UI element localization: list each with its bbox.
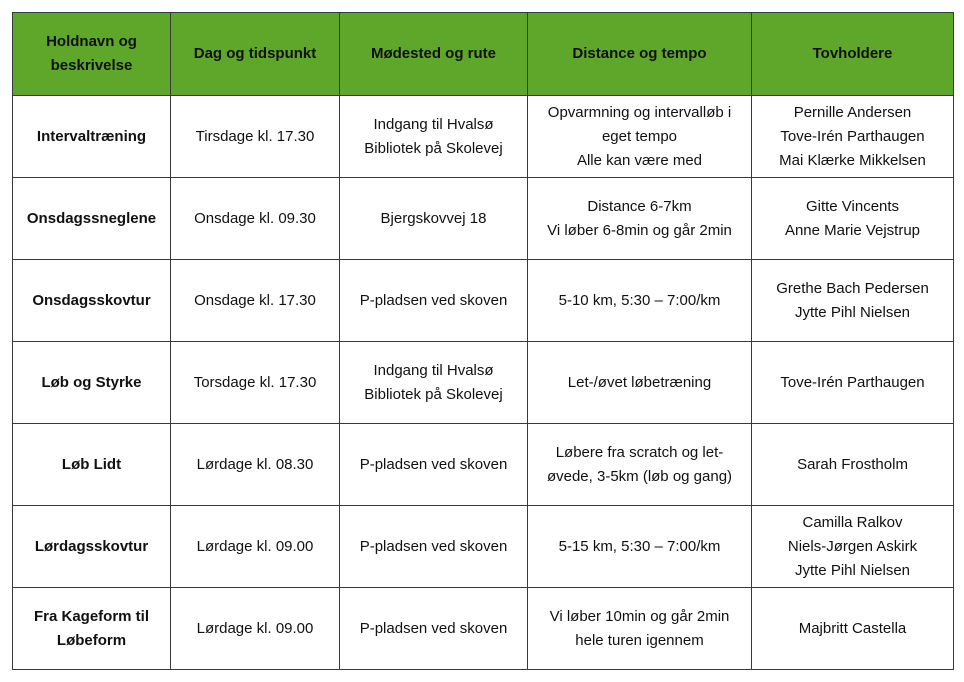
meeting-place-cell xyxy=(340,178,528,260)
distance-pace-cell-line: Opvarmning og intervalløb i xyxy=(547,103,732,121)
meeting-place-cell xyxy=(340,260,528,342)
leaders-cell-line: Jytte Pihl Nielsen xyxy=(794,303,911,321)
team-name-cell xyxy=(13,424,171,506)
day-time-cell-line: Onsdage kl. 17.30 xyxy=(194,291,316,309)
header-meeting-place: Mødested og rute xyxy=(340,13,528,96)
leaders-cell xyxy=(752,424,954,506)
table-row xyxy=(13,178,954,260)
day-time-cell xyxy=(171,506,340,588)
distance-pace-cell xyxy=(528,424,752,506)
distance-pace-cell-line: Vi løber 10min og går 2min xyxy=(549,607,730,625)
header-team-name xyxy=(13,13,171,96)
table-row xyxy=(13,260,954,342)
leaders-cell-line: Gitte Vincents xyxy=(805,197,900,215)
header-team-name-line: Holdnavn og beskrivelse xyxy=(46,33,137,74)
leaders-cell-line: Tove-Irén Parthaugen xyxy=(780,373,925,391)
distance-pace-cell-line: øvede, 3-5km (løb og gang) xyxy=(546,467,733,485)
meeting-place-cell-line: P-pladsen ved skoven xyxy=(359,537,508,555)
day-time-cell-line: Torsdage kl. 17.30 xyxy=(193,373,317,391)
leaders-cell-line: Pernille Andersen xyxy=(793,103,912,121)
leaders-cell xyxy=(752,260,954,342)
leaders-cell xyxy=(752,178,954,260)
header-row xyxy=(13,13,954,96)
day-time-cell xyxy=(171,96,340,178)
meeting-place-cell xyxy=(340,588,528,670)
distance-pace-cell-line: Alle kan være med xyxy=(576,151,703,169)
team-name-cell-line: Løbeform xyxy=(56,631,127,649)
day-time-cell xyxy=(171,260,340,342)
day-time-cell-line: Lørdage kl. 09.00 xyxy=(196,619,314,637)
team-name-cell xyxy=(13,342,171,424)
meeting-place-cell xyxy=(340,506,528,588)
meeting-place-cell-line: Bibliotek på Skolevej xyxy=(364,385,503,403)
team-name-cell xyxy=(13,260,171,342)
leaders-cell-line: Camilla Ralkov xyxy=(802,513,903,531)
leaders-cell xyxy=(752,342,954,424)
table-header xyxy=(13,13,954,96)
distance-pace-cell xyxy=(528,260,752,342)
table-row xyxy=(13,588,954,670)
meeting-place-cell-line: Bjergskovvej 18 xyxy=(380,209,487,227)
distance-pace-cell-line: eget tempo xyxy=(601,127,678,145)
table-row xyxy=(13,342,954,424)
day-time-cell xyxy=(171,342,340,424)
header-leaders: Tovholdere xyxy=(752,13,954,96)
team-name-cell-line: Løb og Styrke xyxy=(41,373,142,391)
distance-pace-cell xyxy=(528,342,752,424)
header-distance-pace: Distance og tempo xyxy=(528,13,752,96)
team-name-cell xyxy=(13,588,171,670)
table-row xyxy=(13,506,954,588)
meeting-place-cell xyxy=(340,424,528,506)
leaders-cell-line: Anne Marie Vejstrup xyxy=(784,221,921,239)
header-day-time: Dag og tidspunkt xyxy=(171,13,340,96)
meeting-place-cell xyxy=(340,342,528,424)
team-name-cell-line: Løb Lidt xyxy=(61,455,122,473)
distance-pace-cell-line: Vi løber 6-8min og går 2min xyxy=(547,221,732,239)
leaders-cell-line: Niels-Jørgen Askirk xyxy=(787,537,918,555)
meeting-place-cell xyxy=(340,96,528,178)
distance-pace-cell xyxy=(528,588,752,670)
meeting-place-cell-line: P-pladsen ved skoven xyxy=(359,455,508,473)
leaders-cell-line: Mai Klærke Mikkelsen xyxy=(779,151,926,169)
day-time-cell-line: Tirsdage kl. 17.30 xyxy=(195,127,315,145)
distance-pace-cell-line: 5-10 km, 5:30 – 7:00/km xyxy=(558,291,721,309)
distance-pace-cell-line: 5-15 km, 5:30 – 7:00/km xyxy=(558,537,721,555)
day-time-cell-line: Lørdage kl. 08.30 xyxy=(196,455,314,473)
day-time-cell-line: Onsdage kl. 09.30 xyxy=(194,209,316,227)
day-time-cell xyxy=(171,178,340,260)
meeting-place-cell-line: Indgang til Hvalsø xyxy=(373,361,494,379)
leaders-cell xyxy=(752,588,954,670)
table-row xyxy=(13,96,954,178)
leaders-cell-line: Grethe Bach Pedersen xyxy=(776,279,929,297)
distance-pace-cell-line: Løbere fra scratch og let- xyxy=(555,443,724,461)
leaders-cell xyxy=(752,96,954,178)
team-name-cell xyxy=(13,178,171,260)
distance-pace-cell-line: hele turen igennem xyxy=(575,631,704,649)
team-name-cell-line: Intervaltræning xyxy=(36,127,147,145)
meeting-place-cell-line: P-pladsen ved skoven xyxy=(359,291,508,309)
table-body xyxy=(13,96,954,670)
running-groups-table xyxy=(12,12,954,670)
distance-pace-cell-line: Distance 6-7km xyxy=(587,197,692,215)
distance-pace-cell xyxy=(528,178,752,260)
day-time-cell xyxy=(171,588,340,670)
meeting-place-cell-line: P-pladsen ved skoven xyxy=(359,619,508,637)
team-name-cell-line: Fra Kageform til xyxy=(33,607,150,625)
team-name-cell-line: Onsdagsskovtur xyxy=(32,291,151,309)
distance-pace-cell xyxy=(528,96,752,178)
table-row xyxy=(13,424,954,506)
leaders-cell-line: Majbritt Castella xyxy=(798,619,907,637)
leaders-cell xyxy=(752,506,954,588)
distance-pace-cell xyxy=(528,506,752,588)
leaders-cell-line: Sarah Frostholm xyxy=(797,455,908,473)
meeting-place-cell-line: Indgang til Hvalsø xyxy=(373,115,494,133)
team-name-cell xyxy=(13,96,171,178)
day-time-cell xyxy=(171,424,340,506)
team-name-cell-line: Lørdagsskovtur xyxy=(34,537,149,555)
meeting-place-cell-line: Bibliotek på Skolevej xyxy=(364,139,503,157)
team-name-cell xyxy=(13,506,171,588)
leaders-cell-line: Tove-Irén Parthaugen xyxy=(780,127,925,145)
team-name-cell-line: Onsdagssneglene xyxy=(26,209,157,227)
distance-pace-cell-line: Let-/øvet løbetræning xyxy=(567,373,712,391)
leaders-cell-line: Jytte Pihl Nielsen xyxy=(794,561,911,579)
day-time-cell-line: Lørdage kl. 09.00 xyxy=(196,537,314,555)
